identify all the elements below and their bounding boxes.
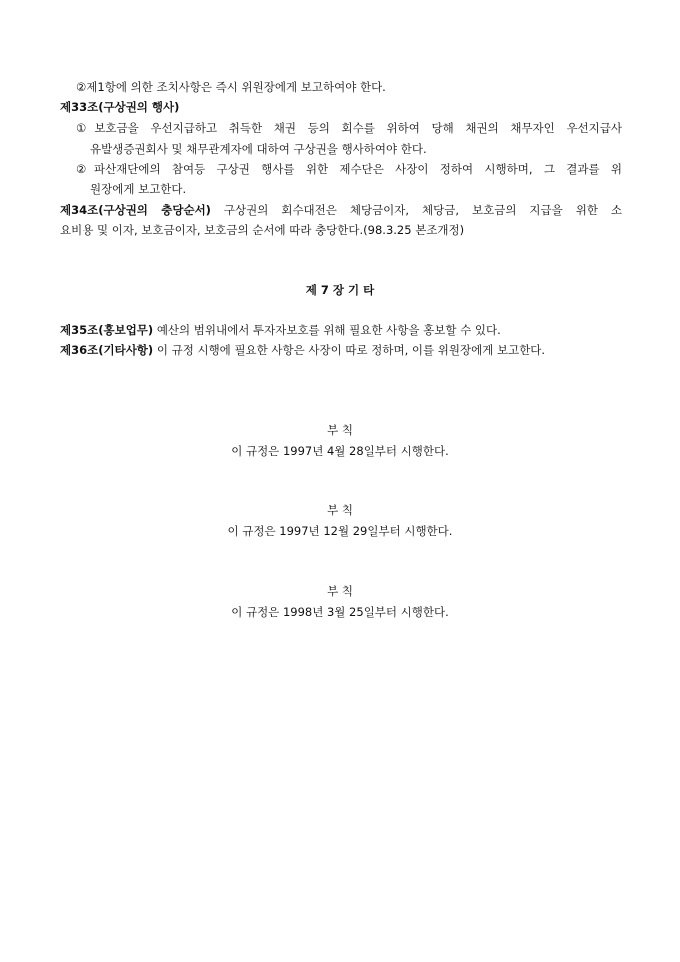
article-34-text-line-2: 요비용 및 이자, 보호금이자, 보호금의 순서에 따라 충당한다.(98.3.25 본조개정) (60, 223, 465, 237)
article-36-text: 이 규정 시행에 필요한 사항은 사장이 따로 정하며, 이를 위원장에게 보고한다. (156, 343, 546, 357)
article-33-item-1-line-2: 유발생증권회사 및 채무관계자에 대하여 구상권을 행사하여야 한다. (90, 142, 427, 156)
article-34-text-line-1: 구상권의 회수대전은 체당금이자, 체당금, 보호금의 지급을 위한 소 (223, 203, 623, 217)
article-36 (60, 343, 545, 357)
article-35 (60, 323, 501, 337)
addendum-3-text: 이 규정은 1998년 3월 25일부터 시행한다. (231, 605, 449, 619)
article-35-text: 예산의 범위내에서 투자자보호를 위해 필요한 사항을 홍보할 수 있다. (156, 323, 501, 337)
article-35-title: 제35조(홍보업무) (60, 323, 154, 337)
article-33-item-2-line-1: ②파산재단에의 참여등 구상권 행사를 위한 제수단은 사장이 정하여 시행하며, 그 결과를 위 (76, 162, 622, 176)
article-32-item-2: ②제1항에 의한 조치사항은 즉시 위원장에게 보고하여야 한다. (76, 80, 386, 94)
chapter-7-heading: 제 7 장 기 타 (305, 283, 375, 297)
article-33-item-2-line-2: 원장에게 보고한다. (90, 182, 187, 196)
addendum-1-heading: 부 칙 (327, 423, 353, 437)
article-33-title: 제33조(구상권의 행사) (60, 100, 180, 114)
addendum-2-text: 이 규정은 1997년 12월 29일부터 시행한다. (227, 524, 453, 538)
article-34-line-1 (60, 203, 622, 217)
addendum-1-text: 이 규정은 1997년 4월 28일부터 시행한다. (231, 444, 449, 458)
addendum-2-heading: 부 칙 (327, 503, 353, 517)
article-33-item-1-line-1: ①보호금을 우선지급하고 취득한 채권 등의 회수를 위하여 당해 채권의 채무자인 우선지급사 (76, 121, 622, 135)
article-36-title: 제36조(기타사항) (60, 343, 154, 357)
addendum-3-heading: 부 칙 (327, 584, 353, 598)
article-34-title: 제34조(구상권의 충당순서) (60, 203, 211, 217)
